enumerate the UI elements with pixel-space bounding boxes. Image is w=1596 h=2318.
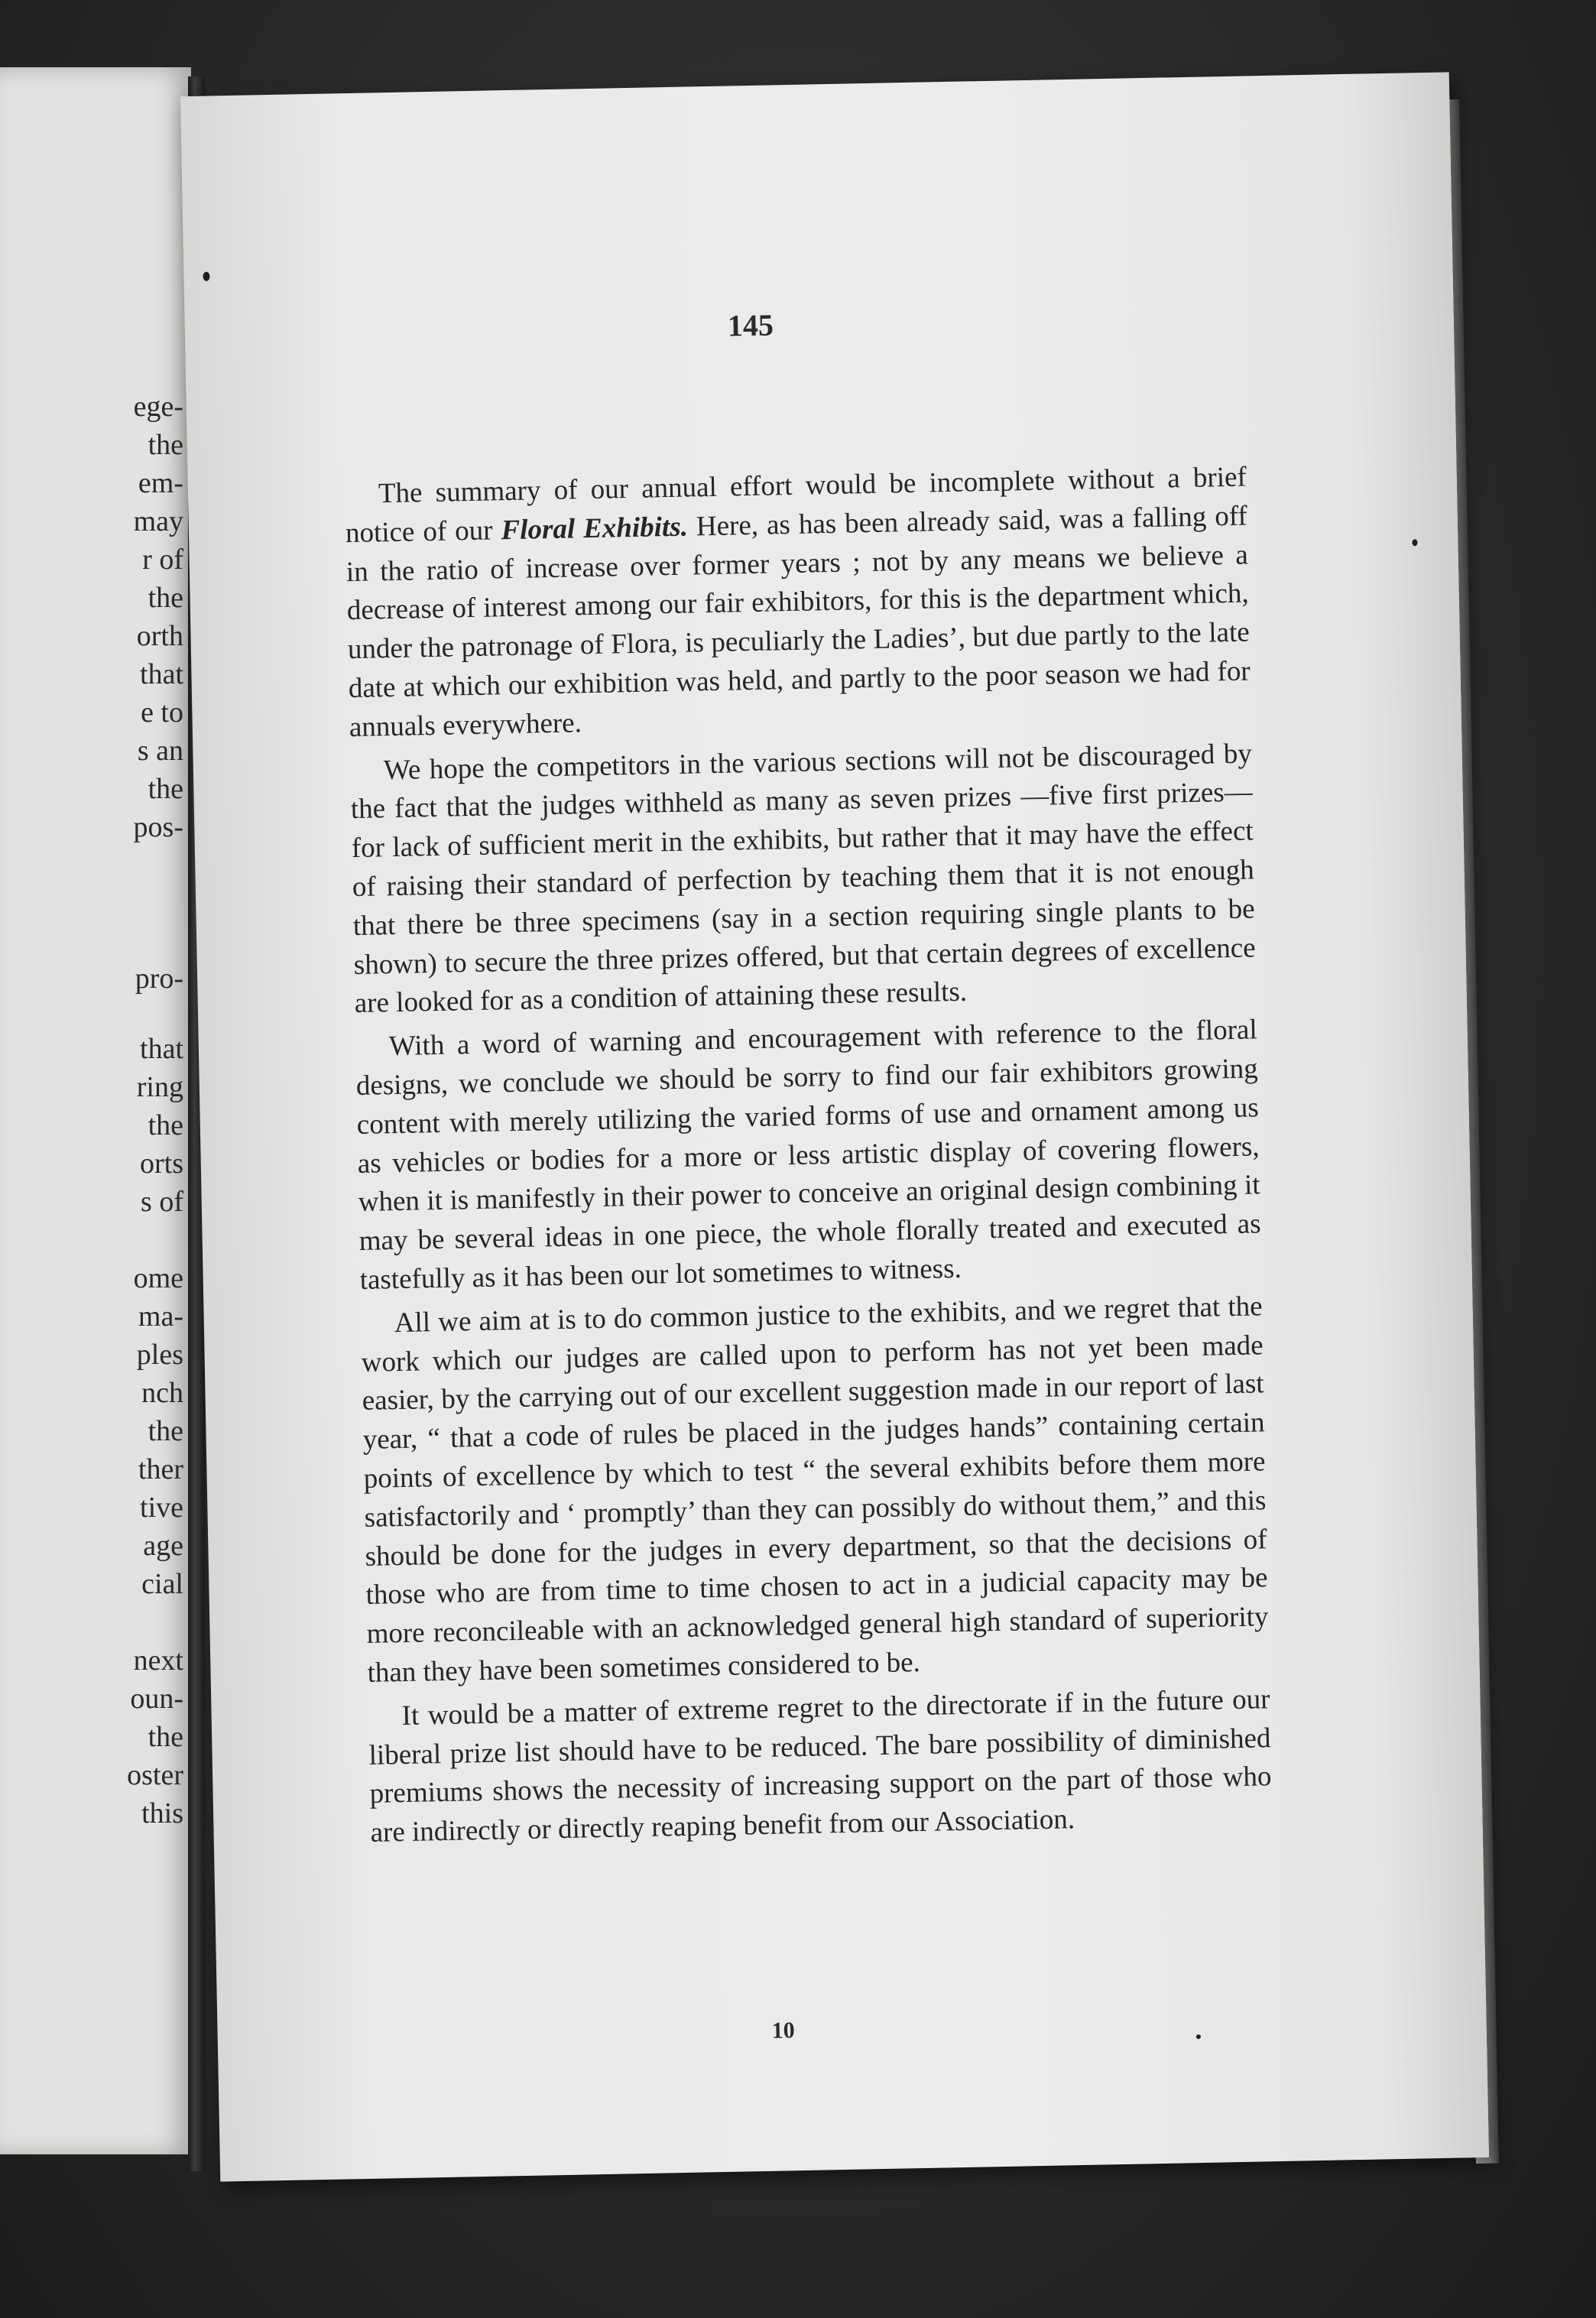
left-page-fragment: the (148, 1415, 183, 1447)
left-page (0, 67, 191, 2154)
dust-speck (1412, 539, 1417, 546)
left-page-fragment: oster (127, 1759, 183, 1791)
left-page-fragment: cial (141, 1568, 183, 1600)
emphasis-text: Floral Exhibits. (501, 511, 689, 547)
left-page-fragment: may (133, 505, 183, 537)
left-page-fragment: ma- (138, 1300, 183, 1333)
paragraph-text: The summary of our annual effort would be incomplete without a brief notice of our (345, 461, 1247, 549)
paragraph: With a word of warning and encouragement with reference to the floral designs, we conclude we should be sorry to find our fair exhibitors growing content with merely utilizing the varied forms of use and ornament among us as vehicles or bodies for a more or less artistic display of covering flowers, when it is manifestly in their power to conceive an original design combining it may be several ideas in one piece, the whole florally treated and executed as tastefully as it has been our lot sometimes to witness. (355, 1014, 1261, 1296)
left-page-fragment: the (148, 1721, 183, 1753)
paragraph: We hope the competitors in the various sections will not be discouraged by the fact that the judges withheld as many as seven prizes —five first prizes—for lack of sufficient merit in the exhibits, but rather that it may have the effect of raising their standard of perfection by teaching them that it is not enough that there be three specimens (say in a section requiring single plants to be shown) to secure the three prizes offered, but that certain degrees of excellence are looked for as a condition of attaining these results. (350, 738, 1256, 1020)
paragraph (345, 459, 1252, 748)
left-page-fragment: r of (142, 544, 183, 576)
left-page-fragment: the (148, 1109, 183, 1141)
dust-speck (1196, 2034, 1201, 2039)
left-page-fragment: next (133, 1644, 183, 1677)
left-page-fragment: ege- (133, 391, 183, 423)
left-page-fragment: pos- (133, 811, 183, 843)
left-page-fragment: orth (136, 620, 183, 652)
left-page-fragment: s an (137, 735, 183, 767)
left-page-fragment: nch (141, 1377, 183, 1409)
left-page-fragment: this (141, 1797, 183, 1829)
left-page-fragment: orts (140, 1148, 183, 1180)
left-page-fragment: ring (136, 1071, 183, 1103)
left-page-fragment: pro- (135, 963, 183, 995)
paragraph: All we aim at is to do common justice to the exhibits, and we regret that the work which our judges are called upon to perform has not yet been made easier, by the carrying out of our excellent suggestion made in our report of last year, “ that a code of rules be placed in the judges hands” containing certain points of excellence by which to test “ the several exhibits before them more satisfactorily and ‘ promptly’ than they can possibly do without them,” and this should be done for the judges in every department, so that the decisions of those who are from time to time chosen to act in a judicial capacity may be more reconcileable with an acknowledged general high standard of superiority than they have been sometimes considered to be. (361, 1290, 1269, 1689)
left-page-fragment: s of (141, 1186, 183, 1218)
page-number: 145 (727, 307, 774, 343)
left-page-fragment: e to (141, 696, 183, 729)
right-page (180, 72, 1489, 2181)
body-text (345, 459, 1273, 1853)
left-page-fragment: the (148, 429, 183, 461)
left-page-fragment: age (143, 1530, 183, 1562)
left-page-fragment: oun- (130, 1683, 183, 1715)
left-page-fragment: the (148, 773, 183, 805)
paragraph-text: Here, as has been already said, was a falling off in the ratio of increase over former years ; not by any means we believe a decrease of interest among our fair exhibitors, for this is the department which, under the patronage of Flora, is peculiarly the Ladies’, but due partly to the late date at which our exhibition was held, and partly to the poor season we had for annuals everywhere. (345, 500, 1251, 743)
paragraph: It would be a matter of extreme regret to the directorate if in the future our liberal prize list should have to be reduced. The bare possibility of diminished premiums shows the necessity of increasing support on the part of those who are indirectly or directly reaping benefit from our Association. (368, 1683, 1272, 1849)
left-page-fragment: ther (138, 1453, 183, 1485)
dust-speck (203, 271, 209, 281)
left-page-fragment: the (148, 582, 183, 614)
left-page-fragment: em- (138, 467, 183, 499)
left-page-fragment: ples (136, 1339, 183, 1371)
left-page-fragment: ome (133, 1262, 183, 1294)
left-page-fragment: that (140, 1033, 183, 1065)
left-page-fragment: that (140, 658, 183, 690)
signature-mark: 10 (771, 2018, 795, 2044)
left-page-fragment: tive (140, 1492, 183, 1524)
